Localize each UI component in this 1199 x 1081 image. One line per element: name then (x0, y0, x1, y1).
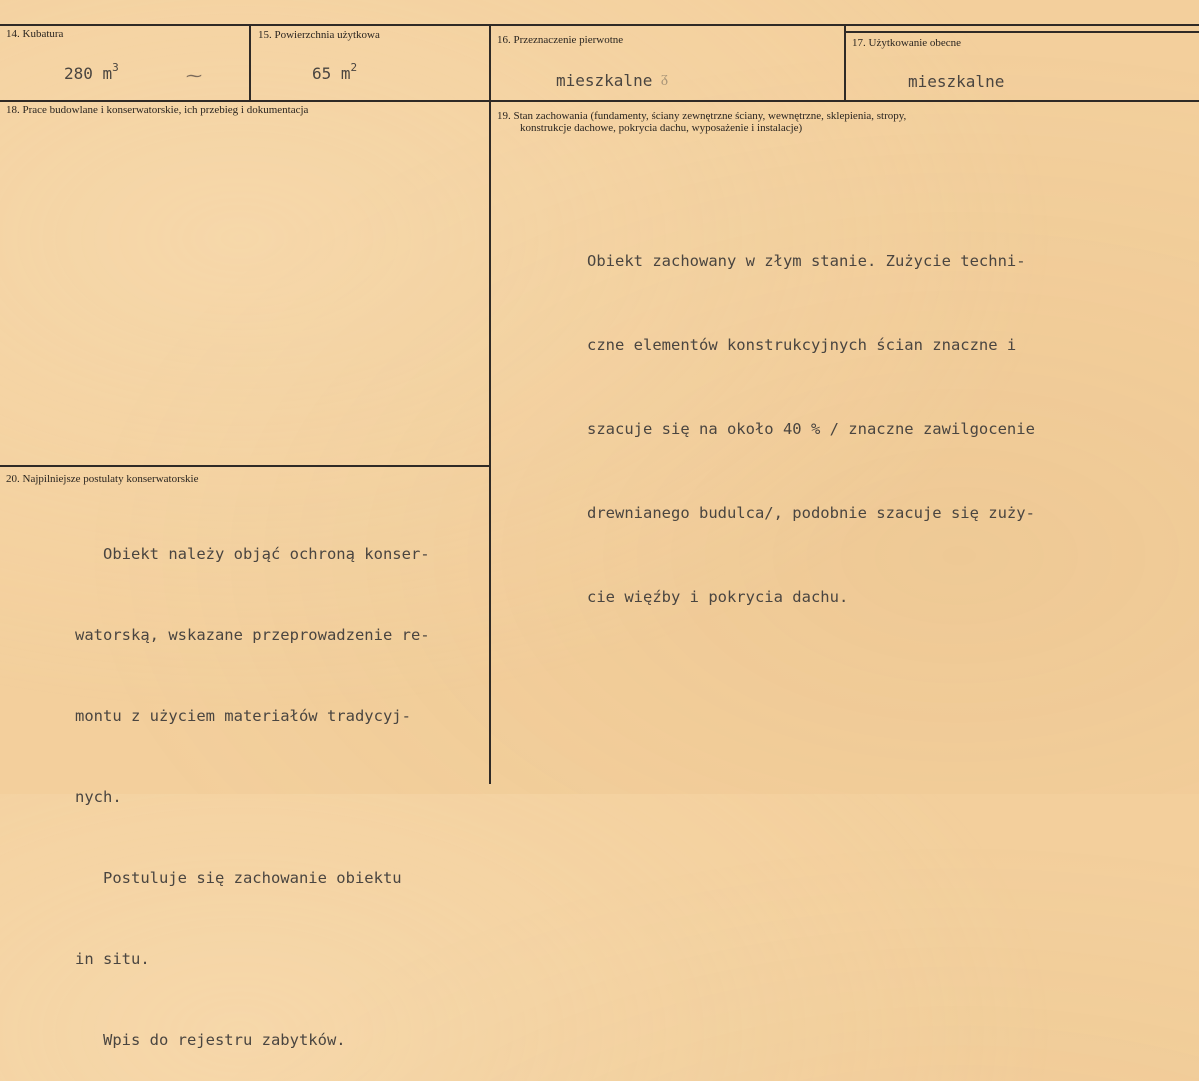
field-18-label: 18. Prace budowlane i konserwatorskie, ich przebieg i dokumentacja (6, 104, 309, 116)
field-19-label-line2: konstrukcje dachowe, pokrycia dachu, wyposażenie i instalacje) (520, 122, 803, 134)
text-line: drewnianego budulca/, podobnie szacuje się zuży- (587, 504, 1035, 522)
text-line: Wpis do rejestru zabytków. (75, 1031, 346, 1049)
field-17-label: 17. Użytkowanie obecne (852, 37, 962, 49)
col-divider-1 (249, 24, 251, 101)
faint-mark: ᵹ (661, 70, 669, 86)
cubature-unit-exponent: 3 (112, 61, 119, 74)
top-border (0, 24, 1199, 26)
text-line: cie więźby i pokrycia dachu. (587, 588, 849, 606)
area-unit-exponent: 2 (350, 61, 358, 74)
text-line: watorską, wskazane przeprowadzenie re- (75, 626, 430, 644)
field-14-label: 14. Kubatura (6, 28, 64, 40)
row-divider-1 (0, 100, 1199, 102)
text-line: montu z użyciem materiałów tradycyj- (75, 707, 411, 725)
field-14-value (64, 61, 119, 83)
field-20-label: 20. Najpilniejsze postulaty konserwatorskie (6, 473, 199, 485)
text-line: in situ. (75, 950, 150, 968)
text-line: Obiekt należy objąć ochroną konser- (75, 545, 430, 563)
field-20-text (75, 487, 430, 1081)
col-divider-2 (489, 24, 491, 784)
field-19-label-line1: 19. Stan zachowania (fundamenty, ściany zewnętrzne ściany, wewnętrzne, sklepienia, stropy, (497, 110, 907, 122)
cubature-value: 280 m (64, 64, 113, 83)
field-16-value: mieszkalne (556, 71, 653, 90)
area-value: 65 m (312, 64, 351, 83)
row-divider-2 (0, 465, 490, 467)
text-line: nych. (75, 788, 122, 806)
col-divider-3 (844, 24, 846, 101)
text-line: Obiekt zachowany w złym stanie. Zużycie techni- (587, 252, 1026, 270)
text-line: szacuje się na około 40 % / znaczne zawilgocenie (587, 420, 1035, 438)
field-16-label: 16. Przeznaczenie pierwotne (497, 34, 624, 46)
field-19-text (587, 191, 1035, 639)
field-15-value (312, 61, 358, 83)
pen-mark: ⁓ (186, 68, 202, 85)
text-line: Postuluje się zachowanie obiektu (75, 869, 402, 887)
text-line: czne elementów konstrukcyjnych ścian znaczne i (587, 336, 1017, 354)
field-15-label: 15. Powierzchnia użytkowa (258, 29, 380, 41)
field-17-value: mieszkalne (908, 72, 1005, 91)
top-border-right (844, 31, 1199, 33)
